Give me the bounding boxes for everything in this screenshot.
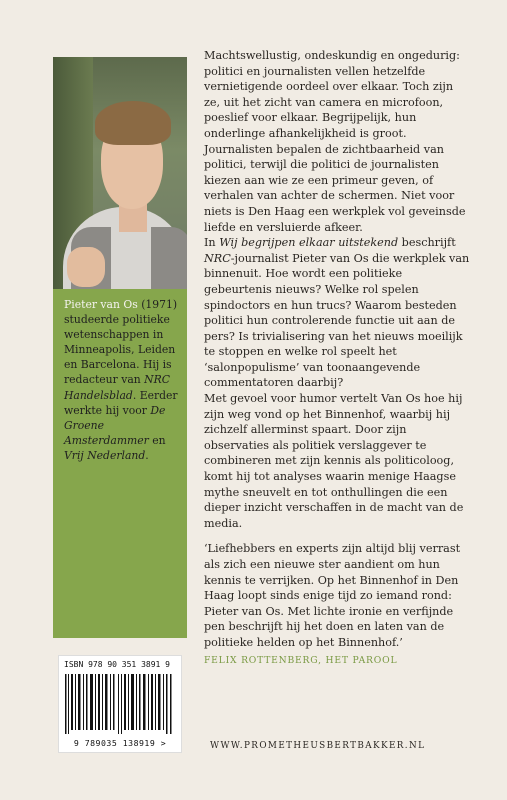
bio-text-2: . Eerder werkte hij voor — [64, 388, 178, 417]
quote-source: FELIX ROTTENBERG, HET PAROOL — [204, 654, 398, 666]
bio-nrc-handelsblad: NRC Handelsblad — [64, 373, 170, 402]
bio-vrij-nederland: Vrij Nederland — [64, 448, 146, 462]
bio-en: en — [152, 433, 166, 447]
blurb-paragraph-2 — [204, 235, 472, 391]
book-title: Wij begrijpen elkaar uitstekend — [219, 236, 399, 250]
blurb-paragraph-3: Met gevoel voor humor vertelt Van Os hoe hij zijn weg vond op het Binnenhof, waarbij hij zichzelf allerminst spaart. Door zijn observaties als politiek verslaggever te combineren met zijn kennis als politicoloog, komt hij tot analyses waarin menige Haagse mythe sneuvelt en tot onthullingen die een dieper inzicht verschaffen in de macht van de media. — [204, 392, 464, 530]
isbn-barcode — [58, 655, 182, 753]
review-quote: ‘Liefhebbers en experts zijn altijd blij verrast als zich een nieuwe ster aandient om hun kennis te verrijken. Op het Binnenhof in Den Haag loopt sinds enige tijd zo iemand rond: Pieter van Os. Met lichte ironie en verfijnde pen beschrijft hij het doen en laten van de politieke helden op het Binnenhof.’ — [204, 542, 461, 649]
p2-rest: -journalist Pieter van Os die werkplek van binnenuit. Hoe wordt een politieke gebeurtenis nieuws? Welke rol spelen spindoctors en hun trucs? Waarom besteden politici hun controlerende functie uit aan de pers? Is trivialisering van het nieuws moeilijk te stoppen en welke rol speelt het ‘salonpopulisme’ van toonaangevende commentatoren daarbij? — [204, 251, 470, 390]
blurb-paragraph-1: Machtswellustig, ondeskundig en ongedurig: politici en journalisten vellen hetzelfde vernietigende oordeel over elkaar. Toch zijn ze, uit het zicht van camera en microfoon, poeslief voor elkaar. Begrijpelijk, hun onderlinge afhankelijkheid is groot. Journalisten bepalen de zichtbaarheid van politici, terwijl die politici de journalisten kiezen aan wie ze een primeur geven, of verhalen van achter de schermen. Niet voor niets is Den Haag een werkplek vol geveinsde liefde en versluierde afkeer. — [204, 49, 466, 234]
barcode-digits: 9 789035 138919 > — [73, 738, 167, 748]
blurb-text — [204, 48, 472, 668]
p2-nrc: NRC — [204, 251, 231, 265]
bio-text-1: studeerde politieke wetenschappen in Minneapolis, Leiden en Barcelona. Hij is redacteur van — [64, 313, 176, 387]
bio-groene: De Groene Amsterdammer — [64, 403, 166, 447]
publisher-url[interactable]: WWW.PROMETHEUSBERTBAKKER.NL — [210, 741, 426, 751]
author-name: Pieter van Os — [64, 298, 138, 311]
barcode-bars — [65, 674, 175, 734]
p2-in: In — [204, 236, 216, 250]
author-photo — [53, 57, 187, 289]
bio-end: . — [145, 448, 149, 462]
isbn-text: ISBN 978 90 351 3891 9 — [64, 660, 170, 669]
author-years: (1971) — [141, 298, 178, 311]
p2-mid: beschrijft — [401, 236, 456, 250]
author-bio — [64, 297, 184, 463]
